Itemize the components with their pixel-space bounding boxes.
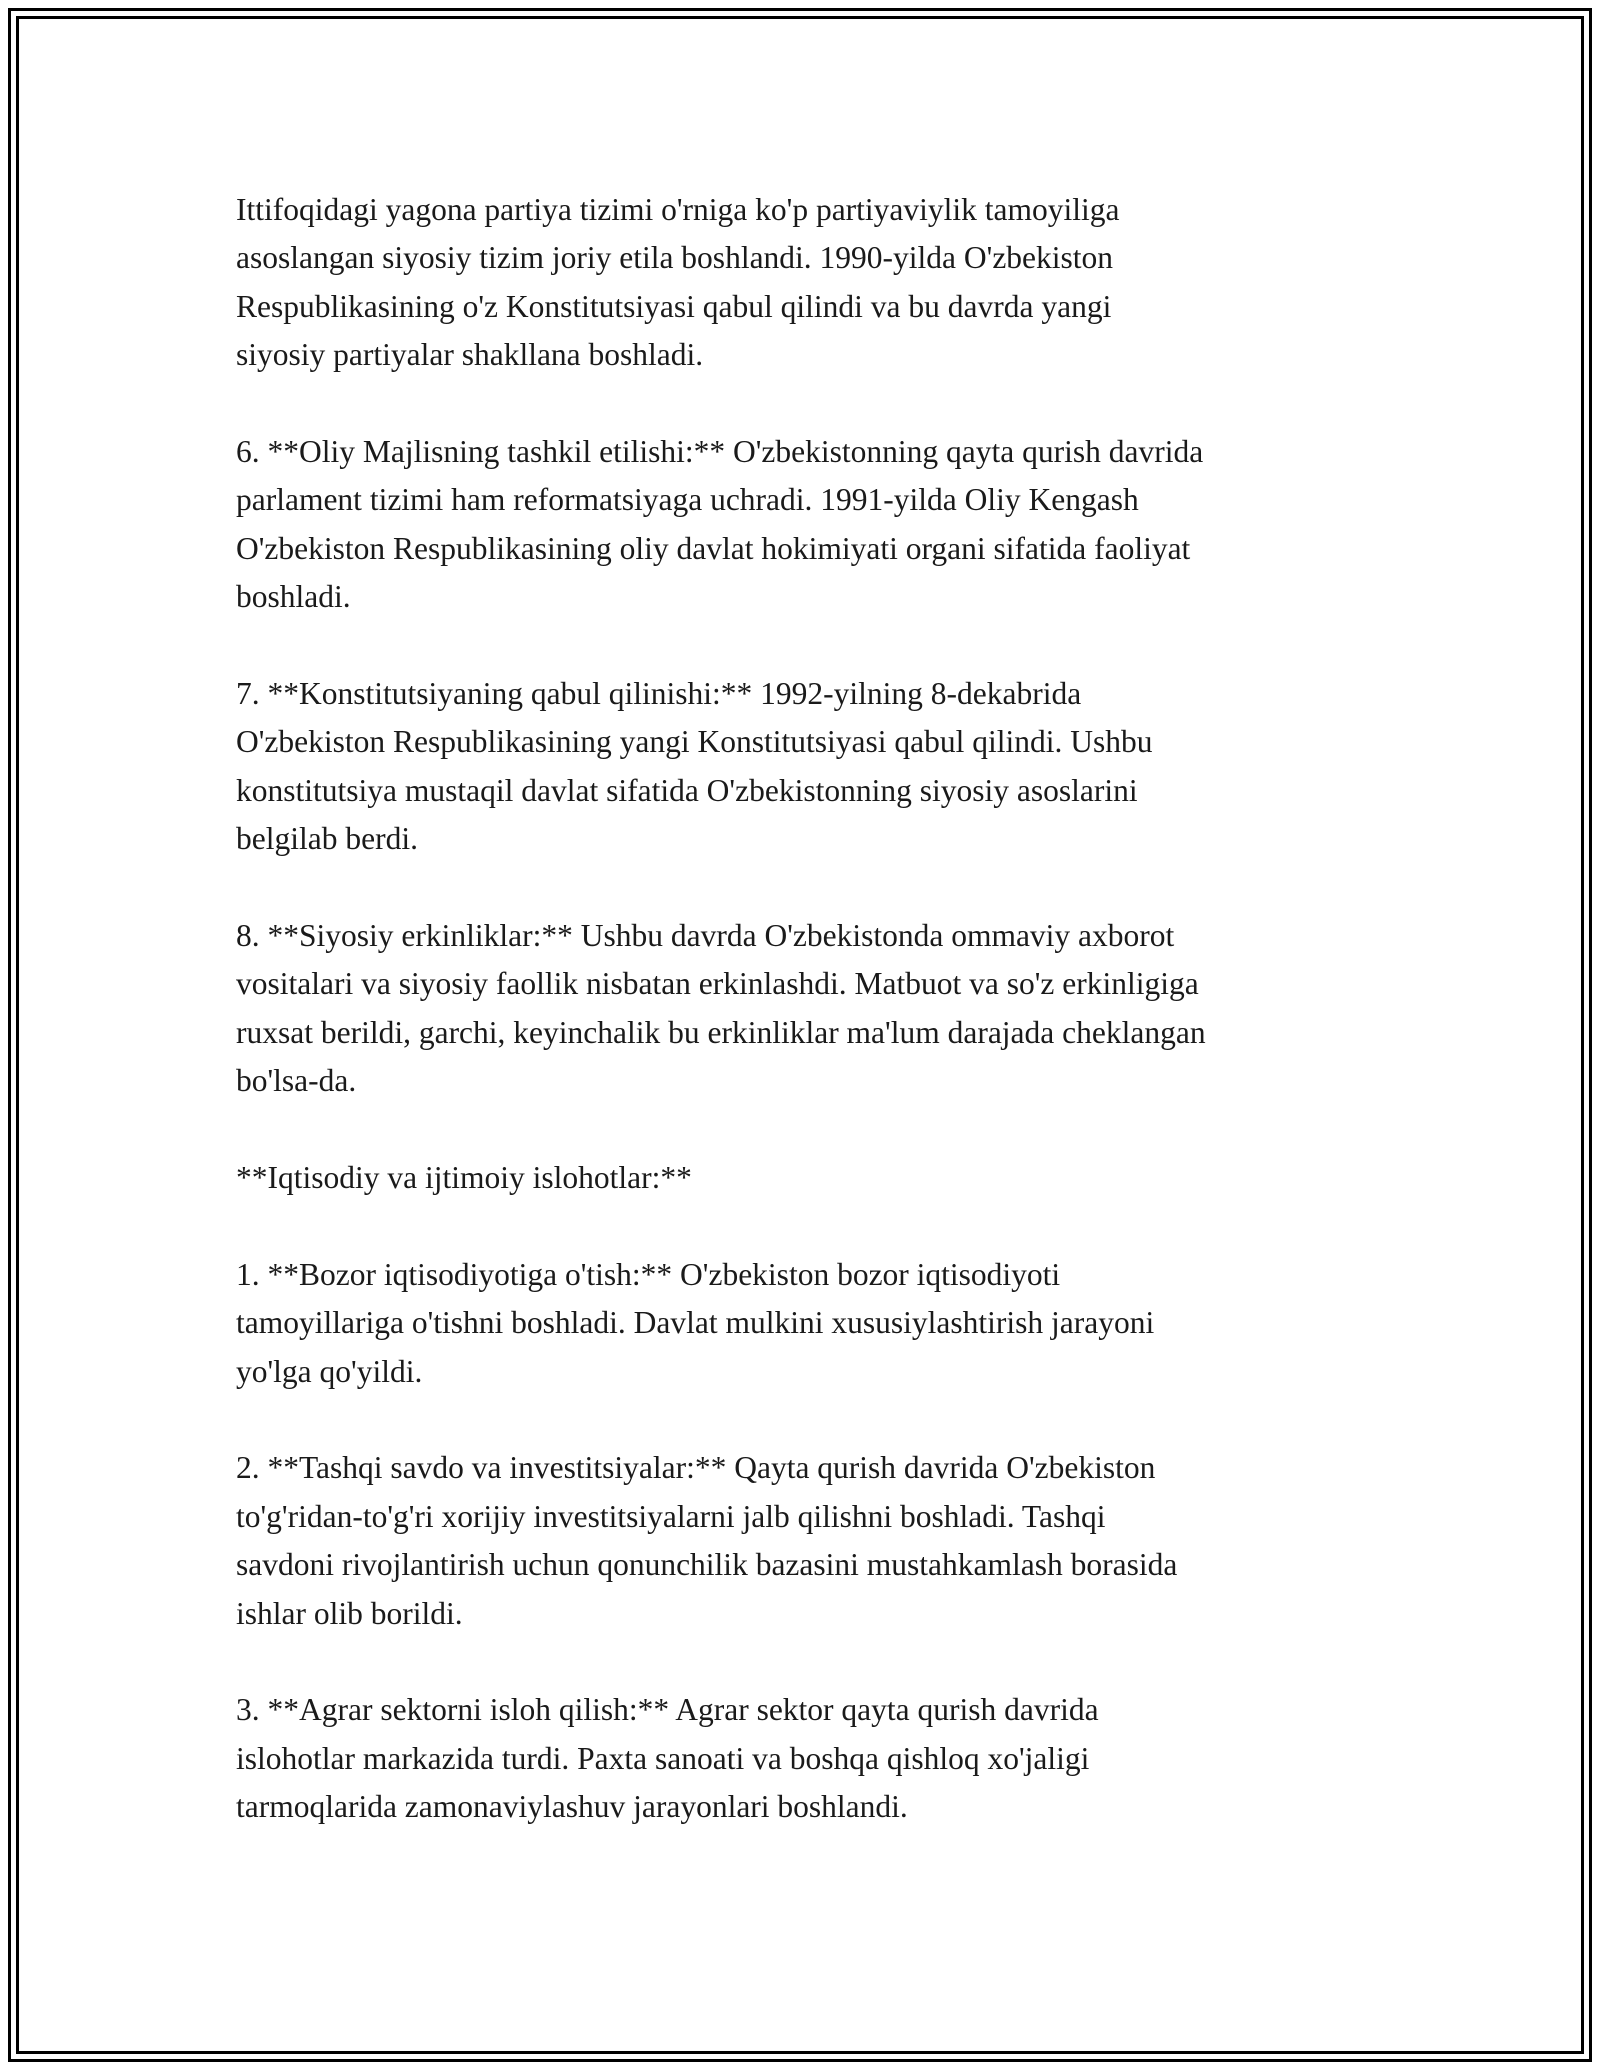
paragraph-political-system: Ittifoqidagi yagona partiya tizimi o'rniga ko'p partiyaviylik tamoyiliga asoslangan siyosiy tizim joriy etila boshlandi. 1990-yilda O'zbekiston Respublikasining o'z Konstitutsiyasi qabul qilindi va bu davrda yangi siyosiy partiyalar shakllana boshladi. xyxy=(236,192,1120,373)
paragraph-market-economy: 1. **Bozor iqtisodiyotiga o'tish:** O'zbekiston bozor iqtisodiyoti tamoyillariga o'tishni boshladi. Davlat mulkini xususiylashtirish jarayoni yo'lga qo'yildi. xyxy=(236,1256,1155,1389)
paragraph-foreign-trade: 2. **Tashqi savdo va investitsiyalar:** Qayta qurish davrida O'zbekiston to'g'ridan-to'g'ri xorijiy investitsiyalarni jalb qilishni boshladi. Tashqi savdoni rivojlantirish uchun qonunchilik bazasini mustahkamlash borasida ishlar olib borildi. xyxy=(236,1450,1178,1631)
paragraph-oliy-majlis: 6. **Oliy Majlisning tashkil etilishi:** O'zbekistonning qayta qurish davrida parlament tizimi ham reformatsiyaga uchradi. 1991-yilda Oliy Kengash O'zbekiston Respublikasining oliy davlat hokimiyati organi sifatida faoliyat boshladi. xyxy=(236,434,1204,615)
paragraph-constitution: 7. **Konstitutsiyaning qabul qilinishi:** 1992-yilning 8-dekabrida O'zbekiston Respublikasining yangi Konstitutsiyasi qabul qilindi. Ushbu konstitutsiya mustaqil davlat sifatida O'zbekistonning siyosiy asoslarini belgilab berdi. xyxy=(236,676,1153,857)
paragraph-agrarian-reform: 3. **Agrar sektorni isloh qilish:** Agrar sektor qayta qurish davrida islohotlar markazida turdi. Paxta sanoati va boshqa qishloq xo'jaligi tarmoqlarida zamonaviylashuv jarayonlari boshlandi. xyxy=(236,1692,1099,1825)
document-body xyxy=(236,186,1371,1832)
paragraph-political-freedoms: 8. **Siyosiy erkinliklar:** Ushbu davrda O'zbekistonda ommaviy axborot vositalari va siyosiy faollik nisbatan erkinlashdi. Matbuot va so'z erkinligiga ruxsat berildi, garchi, keyinchalik bu erkinliklar ma'lum darajada cheklangan bo'lsa-da. xyxy=(236,918,1206,1099)
section-heading-economic-reforms: **Iqtisodiy va ijtimoiy islohotlar:** xyxy=(236,1160,692,1196)
